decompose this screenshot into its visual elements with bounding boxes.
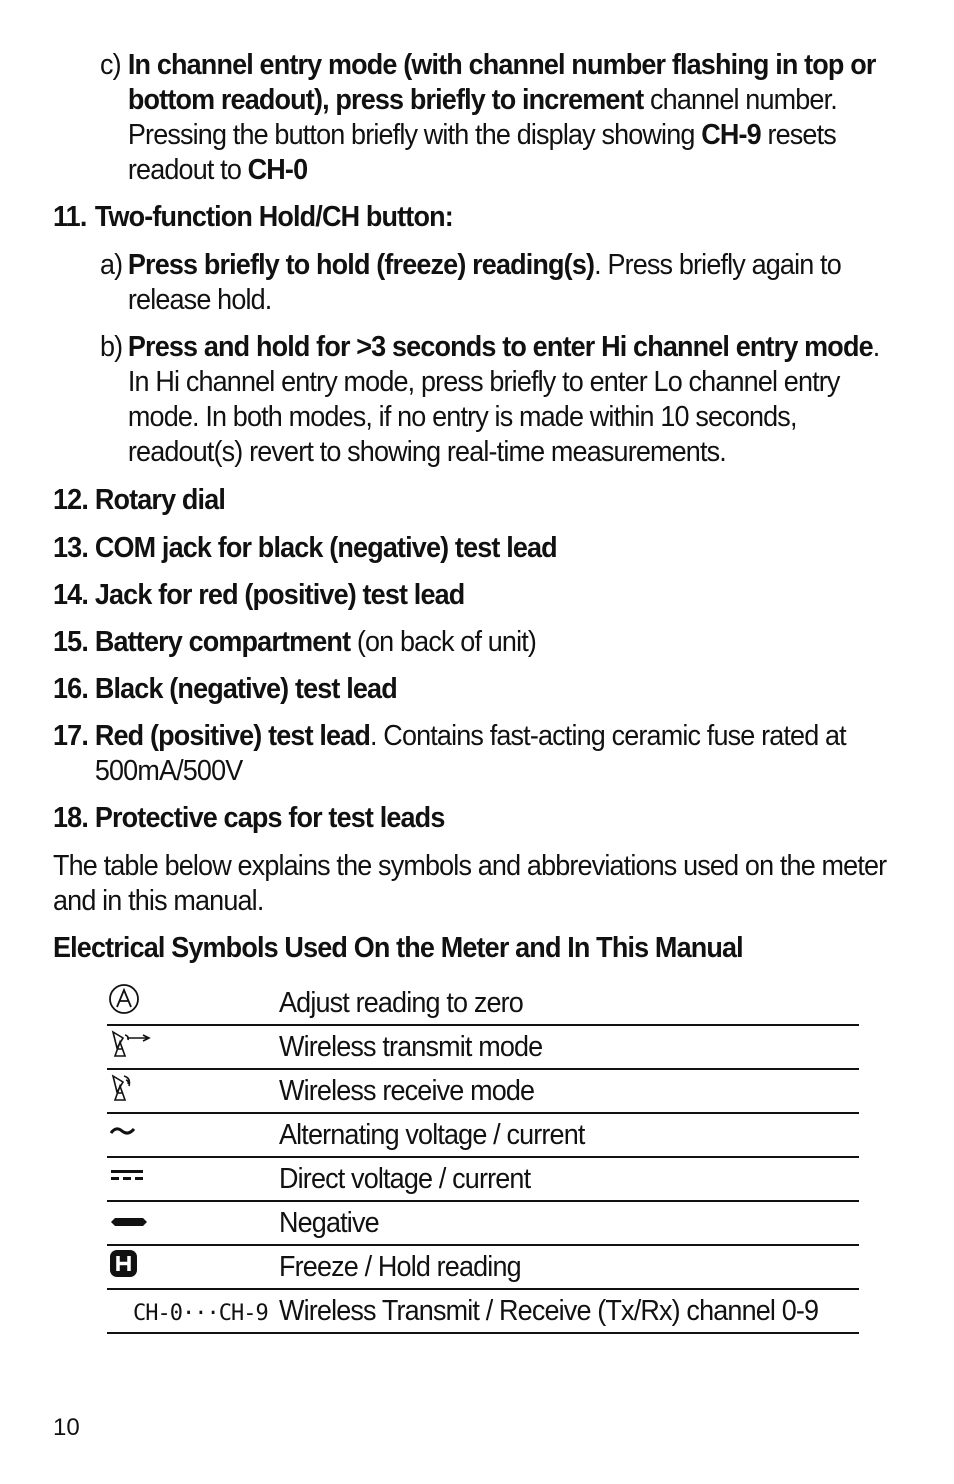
item-11a [100, 248, 891, 318]
symbol-description: Wireless Transmit / Receive (Tx/Rx) channel 0-9 [279, 1294, 819, 1327]
symbol-description: Negative [279, 1206, 379, 1239]
symbol-description: Freeze / Hold reading [279, 1250, 522, 1283]
item-title: Rotary dial [94, 484, 226, 516]
item-body: Press and hold for >3 seconds to enter Hi channel entry mode. In Hi channel entry mode, press briefly to enter Lo channel entry mode. In both modes, if no entry is made within 10 seconds, readout(s) revert to showing real-time measurements. [127, 331, 880, 468]
table-row [107, 1289, 859, 1333]
item-11b [100, 330, 891, 470]
item-13: 13. COM jack for black (negative) test lead [53, 532, 557, 564]
dc-icon [107, 1158, 147, 1192]
item-16: 16. Black (negative) test lead [53, 673, 397, 705]
table-row [107, 1245, 859, 1289]
item-title: Protective caps for test leads [94, 802, 445, 834]
item-label: 11. [53, 201, 87, 233]
item-title: Jack for red (positive) test lead [94, 579, 465, 611]
wireless-receive-icon [107, 1070, 147, 1104]
item-label: b) [100, 331, 123, 363]
item-10c [100, 48, 891, 188]
item-18: 18. Protective caps for test leads [53, 802, 445, 834]
item-12: 12. Rotary dial [53, 484, 226, 516]
table-row [107, 1025, 859, 1069]
ac-tilde-icon [107, 1114, 141, 1148]
circled-a-icon [107, 982, 141, 1016]
symbol-description: Adjust reading to zero [279, 986, 524, 1019]
item-title: Red (positive) test lead [94, 720, 370, 752]
symbol-description: Alternating voltage / current [279, 1118, 585, 1151]
item-label: c) [100, 49, 121, 81]
item-17: 17. Red (positive) test lead. Contains fast-acting ceramic fuse rated at 500mA/500V [53, 720, 846, 787]
table-row [107, 1201, 859, 1245]
item-11 [53, 200, 871, 235]
page-number: 10 [53, 1414, 80, 1441]
item-title: Battery compartment [94, 626, 351, 658]
table-heading: Electrical Symbols Used On the Meter and In This Manual [53, 932, 743, 964]
table-row [107, 1157, 859, 1201]
item-body: In channel entry mode (with channel number flashing in top or bottom readout), press briefly to increment channel number. Pressing the button briefly with the display showing CH-9 resets readout to CH-0 [127, 49, 876, 186]
hold-h-icon [107, 1246, 141, 1280]
wireless-transmit-icon [107, 1026, 157, 1060]
item-title: Black (negative) test lead [94, 673, 397, 705]
item-14: 14. Jack for red (positive) test lead [53, 579, 465, 611]
symbols-table [107, 982, 859, 1334]
item-body: Press briefly to hold (freeze) reading(s). Press briefly again to release hold. [127, 249, 841, 316]
item-title: Two-function Hold/CH button: [94, 201, 453, 233]
channel-range-symbol: CH-0···CH-9 [133, 1300, 268, 1326]
item-label: a) [100, 249, 123, 281]
item-title: COM jack for black (negative) test lead [94, 532, 557, 564]
symbol-description: Direct voltage / current [279, 1162, 531, 1195]
negative-icon [107, 1202, 153, 1236]
table-row [107, 1113, 859, 1157]
table-row [107, 1069, 859, 1113]
symbol-description: Wireless receive mode [279, 1074, 535, 1107]
intro-paragraph: The table below explains the symbols and abbreviations used on the meter and in this manual. [53, 850, 887, 917]
table-row [107, 982, 859, 1025]
item-15: 15. Battery compartment (on back of unit) [53, 626, 537, 658]
symbol-description: Wireless transmit mode [279, 1030, 543, 1063]
